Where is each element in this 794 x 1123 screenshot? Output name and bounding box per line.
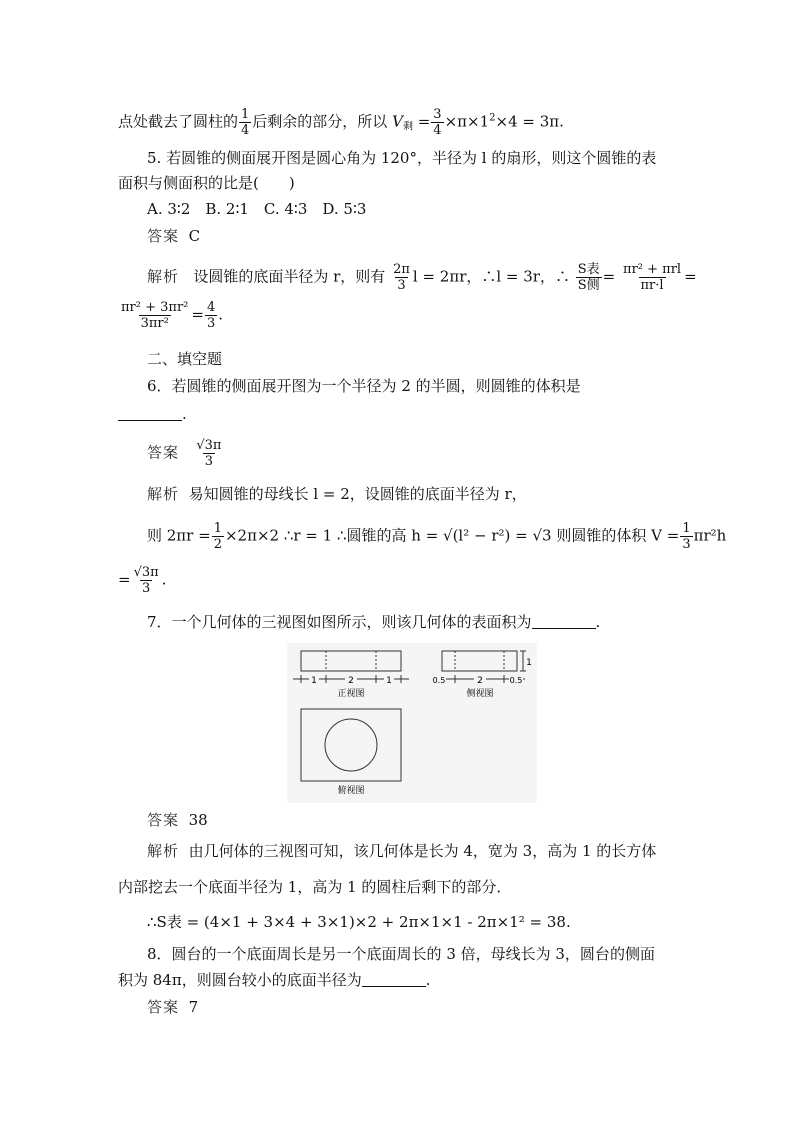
q5-answer — [147, 226, 200, 246]
q6-stem-line1: 6．若圆锥的侧面展开图为一个半径为 2 的半圆，则圆锥的体积是 — [147, 377, 581, 395]
fraction: $\frac{1}{4}$ — [241, 107, 250, 138]
q7-analysis-line1: 解析 由几何体的三视图可知，该几何体是长为 4，宽为 3，高为 1 的长方体 — [147, 842, 657, 860]
front-dim-2: 2 — [348, 676, 354, 686]
front-dim-3: 1 — [386, 676, 392, 686]
q5-analysis-line2: $\frac{\text{πr² + 3πr²}}{\text{3πr²}}$ = $\frac{4}{3}$ . — [121, 300, 224, 331]
answer-blank — [362, 972, 426, 987]
q6-stem-line2: . — [118, 404, 187, 424]
analysis-label: 解析 — [147, 267, 180, 286]
top-view-label: 俯视图 — [337, 786, 365, 796]
q8-stem-line1: 8．圆台的一个底面周长是另一个底面周长的 3 倍，母线长为 3，圆台的侧面 — [147, 945, 655, 963]
three-view-figure — [287, 643, 537, 803]
figure-background — [287, 643, 537, 803]
side-view-label: 侧视图 — [466, 689, 494, 699]
q8-stem-line2: 积为 84π，则圆台较小的底面半径为 . — [118, 971, 431, 989]
analysis-label: 解析 — [147, 842, 180, 860]
answer-label: 答案 — [147, 443, 180, 462]
section-heading: 二、填空题 — [147, 350, 223, 368]
front-dim-1: 1 — [311, 676, 317, 686]
q6-analysis-line2: 则 2πr = $\frac{1}{2}$ ×2π×2 ∴r = 1 ∴圆锥的高 h = √(l² − r²) = √3 则圆锥的体积 V = $\frac{1}{3}$ πr²h — [147, 521, 727, 552]
text: 点处截去了圆柱的 — [118, 112, 239, 131]
analysis-label: 解析 — [147, 485, 180, 503]
q7-stem: 7．一个几何体的三视图如图所示，则该几何体的表面积为 . — [147, 613, 601, 631]
q5-stem-line1: 5. 若圆锥的侧面展开图是圆心角为 120°，半径为 l 的扇形，则这个圆锥的表 — [147, 149, 657, 167]
q7-analysis-line3: ∴S表 = (4×1 + 3×4 + 3×1)×2 + 2π×1×1 - 2π×1² = 38. — [147, 913, 571, 931]
q5-stem-line2: 面积与侧面积的比是( ) — [118, 174, 295, 192]
q6-answer — [147, 438, 224, 469]
answer-label: 答案 — [147, 227, 180, 245]
side-dim-1: 0.5 — [432, 676, 446, 685]
fraction: $\frac{3}{4}$ — [433, 107, 442, 138]
answer-blank — [532, 614, 596, 629]
q5-options: A. 3∶2 B. 2∶1 C. 4∶3 D. 5∶3 — [147, 200, 367, 218]
front-view-label: 正视图 — [337, 689, 365, 699]
q5-analysis-line1: 解析 设圆锥的底面半径为 r，则有 $\frac{2\pi}{3}$ l = 2πr，∴l = 3r，∴ $\frac{\text{S表}}{\text{S侧}}$ = $\frac{\text{πr² + πrl}}{\pi r\cdot l}$ = — [147, 262, 697, 293]
q7-analysis-line2: 内部挖去一个底面半径为 1，高为 1 的圆柱后剩下的部分． — [118, 878, 512, 896]
answer-label: 答案 — [147, 998, 180, 1016]
q6-analysis-line3: = $\frac{√3\pi}{3}$ . — [118, 565, 167, 596]
side-height-dim: 1 — [526, 658, 532, 668]
answer-blank — [118, 406, 182, 421]
answer-value: 38 — [188, 811, 208, 829]
text: 后剩余的部分，所以 — [252, 112, 388, 131]
answer-value: C — [188, 227, 201, 245]
q4-analysis-continued: 点处截去了圆柱的 $\frac{1}{4}$ 后剩余的部分，所以 $V_剩$ = $\frac{3}{4}$ $\times\pi\times 1^2\times 4 = 3\pi$. — [118, 107, 564, 138]
q6-analysis-line1: 解析 易知圆锥的母线长 l = 2，设圆锥的底面半径为 r， — [147, 485, 527, 503]
answer-label: 答案 — [147, 811, 180, 829]
answer-value: $\frac{√3\pi}{3}$ — [196, 438, 222, 469]
side-dim-3: 0.5 — [509, 676, 523, 685]
side-dim-2: 2 — [477, 676, 483, 686]
q8-answer — [147, 997, 198, 1017]
q7-answer — [147, 810, 208, 830]
answer-value: 7 — [188, 998, 199, 1016]
